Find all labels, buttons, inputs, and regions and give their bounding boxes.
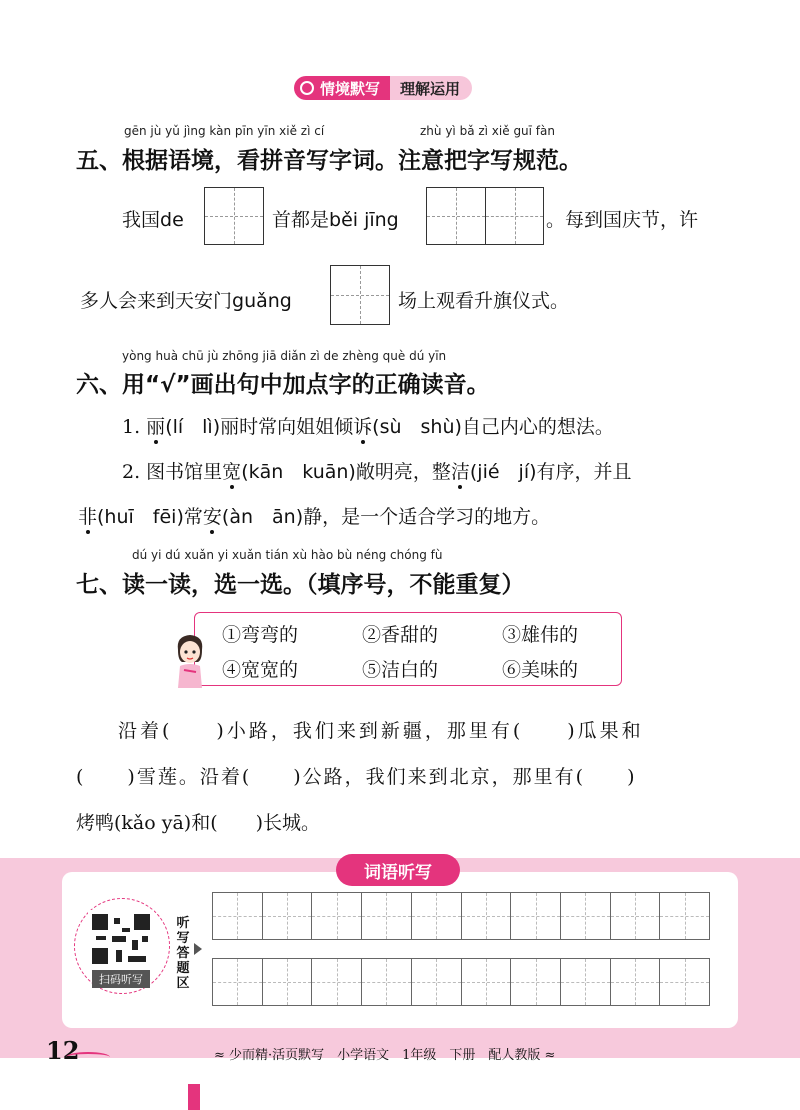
q5-line1-c: 。每到国庆节，许 [546, 209, 699, 231]
choice-4: ④宽宽的 [222, 659, 299, 681]
qr-label: 扫码听写 [92, 970, 150, 988]
qr-code-icon[interactable] [88, 910, 154, 968]
page-wave-decoration [66, 1052, 110, 1062]
q6-item2-options4[interactable]: (àn ān) [221, 506, 304, 528]
q6-title: 六、用“√”画出句中加点字的正确读音。 [76, 372, 490, 398]
q6-item2-line1: 2. 图书馆里宽(kān kuān)敞明亮，整洁(jié jí)有序，并且 [122, 461, 632, 483]
section-badge [294, 76, 472, 100]
q6-item1-options2[interactable]: (sù shù) [372, 416, 462, 438]
badge-icon [300, 81, 314, 95]
q7-pinyin: dú yi dú xuǎn yi xuǎn tián xù hào bù néng chóng fù [132, 548, 443, 562]
q5-line2-a: 多人会来到天安门guǎng [80, 290, 292, 312]
q6-item1-options[interactable]: (lí lì) [165, 416, 221, 438]
dictation-tab: 词语听写 [336, 854, 460, 886]
answer-area-label: 听写答题区 [176, 916, 190, 991]
answer-box-de[interactable] [204, 187, 264, 245]
q5-line1-b: 首都是běi jīng [272, 209, 399, 231]
choice-3: ③雄伟的 [502, 624, 579, 646]
page-number: 12 [46, 1036, 80, 1065]
badge-sub: 理解运用 [390, 76, 472, 100]
choice-2: ②香甜的 [362, 624, 439, 646]
q5-line2-b: 场上观看升旗仪式。 [398, 290, 570, 312]
q5-title: 五、根据语境，看拼音写字词。注意把字写规范。 [76, 148, 582, 174]
q7-line3: 烤鸭(kǎo yā)和( )长城。 [76, 812, 321, 834]
q6-item2-options2[interactable]: (jié jí) [469, 461, 537, 483]
arrow-right-icon [194, 943, 202, 955]
q7-line2: ( )雪莲。沿着( )公路，我们来到北京，那里有( ) [76, 766, 637, 788]
q7-title: 七、读一读，选一选。（填序号，不能重复） [76, 572, 525, 598]
choice-6: ⑥美味的 [502, 659, 579, 681]
dictation-row-1[interactable] [212, 892, 710, 940]
choice-1: ①弯弯的 [222, 624, 299, 646]
answer-box-beijing[interactable] [426, 187, 544, 245]
q6-item2-line2: 非(huī fēi)常安(àn ān)静，是一个适合学习的地方。 [78, 506, 551, 528]
q5-line1-a: 我国de [122, 209, 184, 231]
girl-illustration [170, 632, 210, 690]
choice-5: ⑤洁白的 [362, 659, 439, 681]
q5-pinyin-left: gēn jù yǔ jìng kàn pīn yīn xiě zì cí [124, 124, 325, 138]
badge-main: 情境默写 [294, 76, 390, 100]
q7-line1: 沿着( )小路，我们来到新疆，那里有( )瓜果和 [118, 720, 644, 742]
q6-item2-options[interactable]: (kān kuān) [241, 461, 356, 483]
dictation-row-2[interactable] [212, 958, 710, 1006]
q6-pinyin: yòng huà chū jù zhōng jiā diǎn zì de zhèng què dú yīn [122, 349, 447, 363]
q5-pinyin-right: zhù yì bǎ zì xiě guī fàn [420, 124, 555, 138]
q6-item1: 1. 丽(lí lì)丽时常向姐姐倾诉(sù shù)自己内心的想法。 [122, 416, 614, 438]
bottom-marker [188, 1084, 200, 1110]
q6-item2-options3[interactable]: (huī fēi) [97, 506, 184, 528]
answer-box-guang[interactable] [330, 265, 390, 325]
footer-text: ≈ 少而精·活页默写 小学语文 1年级 下册 配人教版 ≈ [214, 1048, 556, 1063]
